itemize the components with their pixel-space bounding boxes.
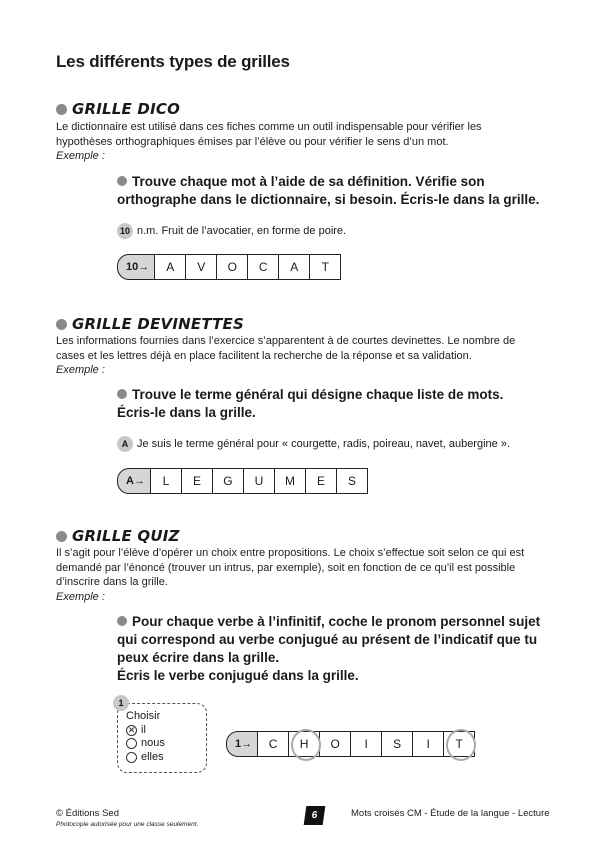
copyright-text: © Éditions Sed — [56, 808, 119, 819]
photocopy-notice: Photocopie autorisée pour une classe seulement. — [56, 821, 199, 828]
grid-label: 10→ — [117, 254, 155, 280]
section-title: GRILLE DICO — [72, 100, 181, 118]
grid-cell[interactable]: S — [382, 731, 413, 757]
grid-cell[interactable]: V — [186, 254, 217, 280]
option-elles[interactable] — [126, 751, 206, 765]
crossword-grid-devinettes — [117, 468, 368, 494]
description-text: Il s’agit pour l’élève d’opérer un choix entre propositions. Le choix s’effectue soit selon ce qui est demandé par l’énoncé (trouver un intrus, par exemple), soit en fonction de ce qu’il est possible d’inscrire dans la grille. — [56, 547, 525, 588]
section-dico-header — [56, 100, 180, 118]
section-description — [56, 120, 532, 164]
bullet-icon — [117, 389, 127, 399]
option-nous[interactable] — [126, 737, 206, 751]
section-title: GRILLE QUIZ — [72, 527, 180, 545]
exemple-label: Exemple : — [56, 150, 105, 162]
option-il[interactable] — [126, 724, 206, 738]
grid-cell[interactable]: I — [351, 731, 382, 757]
bullet-icon — [56, 319, 67, 330]
verb-label: Choisir — [126, 710, 161, 722]
instruction-text: Trouve le terme général qui désigne chaque liste de mots. — [132, 387, 504, 402]
section-devinettes-header — [56, 315, 244, 333]
bullet-icon — [117, 616, 127, 626]
page-number: 6 — [304, 806, 326, 825]
grid-cell[interactable]: E — [306, 468, 337, 494]
grid-cell-highlighted[interactable]: H — [289, 731, 320, 757]
definition — [117, 223, 346, 239]
instruction-text: Écris le verbe conjugué dans la grille. — [117, 668, 359, 683]
section-title: GRILLE DEVINETTES — [72, 315, 244, 333]
radio-icon[interactable] — [126, 738, 137, 749]
grid-cell[interactable]: L — [151, 468, 182, 494]
bullet-icon — [56, 104, 67, 115]
definition-text: n.m. Fruit de l’avocatier, en forme de poire. — [137, 225, 347, 237]
bullet-icon — [56, 531, 67, 542]
page-title: Les différents types de grilles — [56, 52, 290, 71]
crossword-grid-dico — [117, 254, 341, 280]
option-label: il — [141, 723, 146, 736]
instruction-text: Écris-le dans la grille. — [117, 405, 256, 420]
grid-cell-highlighted[interactable]: T — [444, 731, 475, 757]
radio-icon[interactable] — [126, 752, 137, 763]
section-description — [56, 334, 532, 378]
number-badge: 1 — [113, 695, 129, 711]
grid-cell[interactable]: C — [248, 254, 279, 280]
grid-cell[interactable]: A — [279, 254, 310, 280]
grid-cell[interactable]: E — [182, 468, 213, 494]
instruction-text: Trouve chaque mot à l’aide de sa définition. Vérifie son orthographe dans le dictionnaire, si besoin. Écris-le dans la grille. — [117, 174, 540, 207]
exemple-label: Exemple : — [56, 590, 105, 603]
grid-cell[interactable]: I — [413, 731, 444, 757]
book-title: Mots croisés CM - Étude de la langue - Lecture — [351, 808, 550, 819]
instruction — [117, 173, 547, 209]
grid-cell[interactable]: O — [217, 254, 248, 280]
number-badge: 10 — [117, 223, 133, 239]
crossword-grid-quiz — [226, 731, 475, 757]
radio-checked-icon[interactable]: ✕ — [127, 724, 136, 735]
grid-cell[interactable]: M — [275, 468, 306, 494]
grid-cell[interactable]: U — [244, 468, 275, 494]
bullet-icon — [117, 176, 127, 186]
instruction — [117, 386, 547, 422]
grid-cell[interactable]: S — [337, 468, 368, 494]
description-text: Les informations fournies dans l’exercice s’apparentent à de courtes devinettes. Le nombre de cases et les lettres déjà en place facilitent la recherche de la réponse et sa validation. — [56, 335, 516, 362]
grid-cell[interactable]: A — [155, 254, 186, 280]
choice-box — [117, 703, 207, 773]
definition-text: Je suis le terme général pour « courgette, radis, poireau, navet, aubergine ». — [137, 438, 511, 450]
letter-badge: A — [117, 436, 133, 452]
description-text: Le dictionnaire est utilisé dans ces fiches comme un outil indispensable pour vérifier les hypothèses orthographiques émises par l’élève ou pour vérifier le sens d’un mot. — [56, 121, 482, 148]
grid-label: A→ — [117, 468, 151, 494]
section-quiz-header — [56, 527, 180, 545]
grid-cell[interactable]: C — [258, 731, 289, 757]
exemple-label: Exemple : — [56, 364, 105, 376]
grid-cell[interactable]: O — [320, 731, 351, 757]
grid-cell[interactable]: G — [213, 468, 244, 494]
instruction — [117, 613, 547, 685]
option-label: elles — [141, 750, 164, 763]
option-label: nous — [141, 737, 165, 749]
section-description — [56, 546, 532, 604]
footer-copyright — [56, 808, 198, 828]
instruction-text: Pour chaque verbe à l’infinitif, coche le pronom personnel sujet qui correspond au verbe conjugué au présent de l’indicatif que tu peux écrire dans la grille. — [117, 614, 541, 665]
definition — [117, 436, 510, 452]
grid-label: 1→ — [226, 731, 258, 757]
grid-cell[interactable]: T — [310, 254, 341, 280]
